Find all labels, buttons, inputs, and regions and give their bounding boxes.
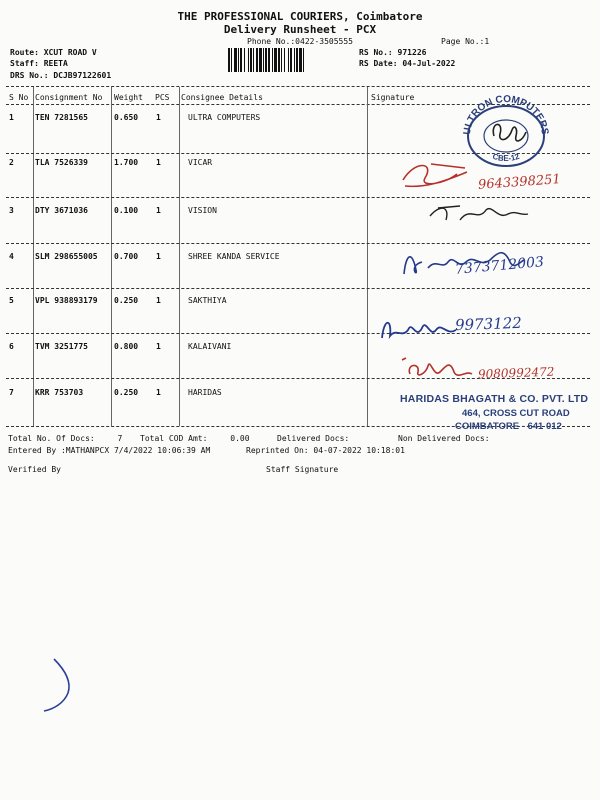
cell-weight: 0.250 bbox=[114, 296, 139, 305]
barcode-bar bbox=[265, 48, 267, 72]
barcode-bar bbox=[238, 48, 239, 72]
barcode-bar bbox=[299, 48, 302, 72]
barcode-bar bbox=[231, 48, 232, 72]
barcode-bar bbox=[256, 48, 258, 72]
cell-pcs: 1 bbox=[156, 342, 161, 351]
cell-sno: 4 bbox=[9, 252, 14, 261]
total-docs-label: Total No. Of Docs: bbox=[8, 434, 95, 443]
phone-number: Phone No.:0422-3505555 bbox=[247, 37, 353, 46]
cell-consignee: VISION bbox=[188, 206, 217, 215]
signature-row-5 bbox=[376, 310, 466, 346]
column-header-consignment: Consignment No bbox=[35, 93, 103, 102]
cell-sno: 5 bbox=[9, 296, 14, 305]
handwritten-phone-row-5: 9973122 bbox=[454, 313, 523, 335]
cell-consignment: SLM 298655005 bbox=[35, 252, 98, 261]
cell-sno: 7 bbox=[9, 388, 14, 397]
route-row bbox=[10, 48, 97, 57]
cell-consignee: VICAR bbox=[188, 158, 213, 167]
ultron-stamp-top-text: ULTRON COMPUTERS bbox=[461, 94, 551, 136]
barcode-bar bbox=[278, 48, 280, 72]
cell-weight: 0.100 bbox=[114, 206, 139, 215]
column-header-sno: S No bbox=[9, 93, 29, 102]
signature-row-6 bbox=[396, 350, 486, 384]
column-divider bbox=[367, 87, 368, 426]
cell-consignee: SAKTHIYA bbox=[188, 296, 227, 305]
cell-consignment: TEN 7281565 bbox=[35, 113, 88, 122]
row-separator bbox=[6, 288, 590, 289]
staff-signature: Staff Signature bbox=[266, 465, 339, 474]
barcode-bar bbox=[290, 48, 292, 72]
cell-consignee: HARIDAS bbox=[188, 388, 222, 397]
barcode bbox=[228, 48, 346, 72]
cell-consignment: KRR 753703 bbox=[35, 388, 84, 397]
barcode-bar bbox=[288, 48, 289, 72]
barcode-bar bbox=[272, 48, 273, 72]
cell-sno: 2 bbox=[9, 158, 14, 167]
staff-label: Staff: bbox=[10, 59, 39, 68]
rs-date-row bbox=[359, 59, 455, 68]
cell-pcs: 1 bbox=[156, 388, 161, 397]
cell-pcs: 1 bbox=[156, 206, 161, 215]
cell-pcs: 1 bbox=[156, 113, 161, 122]
column-divider bbox=[111, 87, 112, 426]
total-cod-value: 0.00 bbox=[230, 434, 250, 443]
column-header-signature: Signature bbox=[371, 93, 415, 102]
signature-scribble bbox=[493, 124, 526, 140]
cell-sno: 3 bbox=[9, 206, 14, 215]
column-header-weight: Weight bbox=[114, 93, 143, 102]
cell-weight: 0.800 bbox=[114, 342, 139, 351]
total-cod-row bbox=[140, 434, 250, 443]
ultron-stamp-bottom-text: CBE-12 bbox=[491, 151, 521, 164]
barcode-bar bbox=[281, 48, 282, 72]
row-separator bbox=[6, 333, 590, 334]
staff-row bbox=[10, 59, 68, 68]
svg-text:ULTRON COMPUTERS bbox=[462, 94, 550, 136]
rs-number-row bbox=[359, 48, 426, 57]
barcode-bar bbox=[240, 48, 242, 72]
barcode-bar bbox=[234, 48, 237, 72]
haridas-stamp-line-1: HARIDAS BHAGATH & CO. PVT. LTD bbox=[400, 393, 589, 405]
cell-sno: 1 bbox=[9, 113, 14, 122]
entered-by: Entered By :MATHANPCX 7/4/2022 10:06:39 AM bbox=[8, 446, 211, 455]
barcode-bar bbox=[259, 48, 262, 72]
barcode-bar bbox=[296, 48, 298, 72]
non-delivered-docs-label: Non Delivered Docs: bbox=[398, 434, 490, 443]
document-title: Delivery Runsheet - PCX bbox=[223, 23, 377, 36]
column-divider bbox=[33, 87, 34, 426]
cell-consignment: TVM 3251775 bbox=[35, 342, 88, 351]
total-docs-row bbox=[8, 434, 122, 443]
rs-date-label: RS Date: bbox=[359, 59, 398, 68]
column-divider bbox=[179, 87, 180, 426]
signature-row-3 bbox=[420, 196, 540, 232]
cell-sno: 6 bbox=[9, 342, 14, 351]
total-docs-value: 7 bbox=[117, 434, 123, 443]
company-name: THE PROFESSIONAL COURIERS, Coimbatore bbox=[177, 10, 423, 23]
rs-number-label: RS No.: bbox=[359, 48, 393, 57]
delivered-docs-label: Delivered Docs: bbox=[277, 434, 350, 443]
cell-consignee: KALAIVANI bbox=[188, 342, 232, 351]
cell-consignment: DTY 3671036 bbox=[35, 206, 88, 215]
drs-value: DCJB97122601 bbox=[53, 71, 112, 80]
total-cod-label: Total COD Amt: bbox=[140, 434, 208, 443]
stray-pen-mark bbox=[40, 655, 90, 715]
staff-value: REETA bbox=[43, 59, 68, 68]
route-label: Route: bbox=[10, 48, 39, 57]
handwritten-phone-row-6: 9080992472 bbox=[477, 364, 555, 382]
barcode-bar bbox=[250, 48, 252, 72]
column-header-consignee: Consignee Details bbox=[181, 93, 263, 102]
drs-row bbox=[10, 71, 111, 80]
page-number: Page No.:1 bbox=[441, 37, 490, 46]
cell-pcs: 1 bbox=[156, 158, 161, 167]
barcode-bar bbox=[228, 48, 230, 72]
cell-pcs: 1 bbox=[156, 252, 161, 261]
barcode-bar bbox=[253, 48, 254, 72]
handwritten-phone-row-2: 9643398251 bbox=[477, 172, 562, 193]
barcode-bar bbox=[303, 48, 304, 72]
barcode-bar bbox=[294, 48, 295, 72]
table-top-border bbox=[6, 86, 590, 87]
barcode-bar bbox=[268, 48, 270, 72]
column-header-pcs: PCS bbox=[155, 93, 170, 102]
haridas-stamp-line-2: 464, CROSS CUT ROAD bbox=[462, 408, 570, 419]
cell-weight: 1.700 bbox=[114, 158, 139, 167]
barcode-bar bbox=[263, 48, 264, 72]
cell-consignee: SHREE KANDA SERVICE bbox=[188, 252, 280, 261]
barcode-bar bbox=[274, 48, 277, 72]
barcode-bar bbox=[248, 48, 249, 72]
cell-pcs: 1 bbox=[156, 296, 161, 305]
reprinted-on: Reprinted On: 04-07-2022 10:18:01 bbox=[246, 446, 405, 455]
cell-consignment: VPL 938893179 bbox=[35, 296, 98, 305]
cell-weight: 0.650 bbox=[114, 113, 139, 122]
rs-date-value: 04-Jul-2022 bbox=[402, 59, 456, 68]
route-value: XCUT ROAD V bbox=[43, 48, 97, 57]
cell-consignee: ULTRA COMPUTERS bbox=[188, 113, 261, 122]
cell-consignment: TLA 7526339 bbox=[35, 158, 88, 167]
cell-weight: 0.250 bbox=[114, 388, 139, 397]
verified-by: Verified By bbox=[8, 465, 61, 474]
drs-label: DRS No.: bbox=[10, 71, 49, 80]
barcode-bar bbox=[244, 48, 245, 72]
rs-number-value: 971226 bbox=[397, 48, 427, 57]
handwritten-phone-row-4: 7373712003 bbox=[454, 254, 545, 278]
barcode-bar bbox=[284, 48, 285, 72]
haridas-stamp-line-3: COIMBATORE - 641 012 bbox=[455, 421, 562, 432]
cell-weight: 0.700 bbox=[114, 252, 139, 261]
